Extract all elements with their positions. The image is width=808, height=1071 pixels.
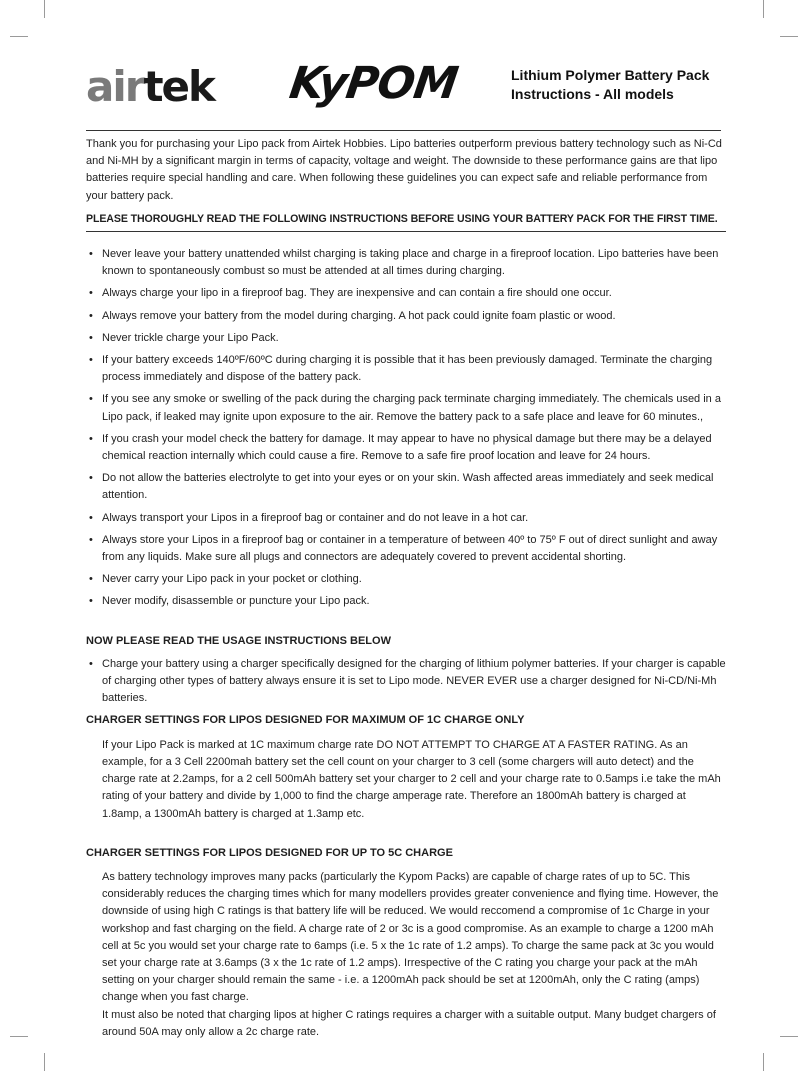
usage-list [86,656,726,708]
crop-mark [780,1036,798,1037]
section-5c-heading: CHARGER SETTINGS FOR LIPOS DESIGNED FOR UP TO 5C CHARGE [86,846,453,859]
section-1c-heading: CHARGER SETTINGS FOR LIPOS DESIGNED FOR MAXIMUM OF 1C CHARGE ONLY [86,714,525,727]
section-5c-paragraph-2: It must also be noted that charging lipos at higher C ratings requires a charger with a suitable output. Many budget chargers of around 50A may only allow a 2c charge rate. [102,1008,716,1038]
list-item: • Never trickle charge your Lipo Pack. [86,330,726,347]
list-item: • Never leave your battery unattended whilst charging is taking place and charge in a fireproof location. Lipo batteries have been known to spontaneously combust so must be attended at all times during charging. [86,246,726,280]
crop-mark [10,1036,28,1037]
list-item: • Do not allow the batteries electrolyte to get into your eyes or on your skin. Wash affected areas immediately and seek medical attention. [86,470,726,504]
list-item: • Always transport your Lipos in a fireproof bag or container and do not leave in a hot car. [86,510,726,527]
document-body [86,136,726,1041]
crop-mark [763,0,764,18]
document-title [511,66,741,104]
section-1c-paragraph: If your Lipo Pack is marked at 1C maximum charge rate DO NOT ATTEMPT TO CHARGE AT A FASTER RATING. As an example, for a 3 Cell 2200mah battery set the cell count on your charger to 3 cell (some chargers will auto detect) and the charge rate at 2.2amps, for a 2 cell 500mAh battery set your charger to 2 cell and your charge rate to 0.5amps i.e take the mAh rating of your battery and divide by 1,000 to find the charge amperage rate. Therefore an 1800mAh battery is charged at 1.8amp, a 1300mAh battery is charged at 1.3amp etc. [102,738,721,820]
crop-mark [44,1053,45,1071]
list-item: • Always charge your lipo in a fireproof bag. They are inexpensive and can contain a fire should one occur. [86,285,726,302]
kypom-logo: KyPOM [286,58,461,109]
crop-mark [763,1053,764,1071]
list-item: • If you see any smoke or swelling of the pack during the charging pack terminate charging immediately. The chemicals used in a Lipo pack, if leaked may ignite upon exposure to the air. Remove the battery pack to a safe place and leave for 60 minutes., [86,391,726,425]
list-item: • If you crash your model check the battery for damage. It may appear to have no physical damage but there may be a delayed chemical reaction internally which could cause a fire. Remove to a safe fire proof location and leave for 24 hours. [86,431,726,465]
list-item: • Never carry your Lipo pack in your pocket or clothing. [86,571,726,588]
airtek-logo: airtek [86,62,214,111]
crop-mark [44,0,45,18]
warning-banner: PLEASE THOROUGHLY READ THE FOLLOWING INSTRUCTIONS BEFORE USING YOUR BATTERY PACK FOR THE FIRST TIME. [86,211,726,232]
crop-mark [780,36,798,37]
list-item: • Charge your battery using a charger specifically designed for the charging of lithium polymer batteries. If your charger is capable of charging other types of battery always ensure it is set to Lipo mode. NEVER EVER use a charger designed for Ni-CD/Ni-Mh batteries. [86,656,726,708]
list-item: • Always remove your battery from the model during charging. A hot pack could ignite foam plastic or wood. [86,308,726,325]
section-1c-body [86,737,726,823]
list-item: • Always store your Lipos in a fireproof bag or container in a temperature of between 40º to 75º F out of direct sunlight and away from any liquids. Make sure all plugs and connectors are adequately covered to prevent accidental shorting. [86,532,726,566]
section-5c-paragraph-1: As battery technology improves many packs (particularly the Kypom Packs) are capable of charge rates of up to 5C. This considerably reduces the charging times which for many modellers provides greater convenience and flying time. However, the downside of using high C ratings is that battery life will be reduced. We would reccomend a compromise of 1c Charge in your workshop and fast charging on the field. A charge rate of 2 or 3c is a good compromise. As an example to charge a 1200 mAh cell at 5c you would set your charge rate to 6amps (i.e. 5 x the 1c rate of 1.2 amps). To charge the same pack at 3c you would set your charge rate at 3.6amps (3 x the 1c rate of 1.2 amps). Irrespective of the C rating you charge your pack at the mAh setting on your charger should remain the same - i.e. a 1200mAh pack should be set at 1200mAh, only the C rating (amps) change when you fast charge. [102,870,719,1004]
safety-rules-list [86,246,726,611]
title-line-2: Instructions - All models [511,86,674,102]
crop-mark [10,36,28,37]
title-line-1: Lithium Polymer Battery Pack [511,67,710,83]
section-5c-body [86,869,726,1041]
intro-paragraph: Thank you for purchasing your Lipo pack from Airtek Hobbies. Lipo batteries outperform previous battery technology such as Ni-Cd and Ni-MH by a significant margin in terms of capacity, voltage and weight. The downside to these performance gains are that lipo batteries require special handling and care. When following these guidelines you can expect safe and reliable performance from your battery pack. [86,138,722,202]
list-item: • If your battery exceeds 140ºF/60ºC during charging it is possible that it has been previously damaged. Terminate the charging process immediately and dispose of the battery pack. [86,352,726,386]
list-item: • Never modify, disassemble or puncture your Lipo pack. [86,593,726,610]
usage-heading: NOW PLEASE READ THE USAGE INSTRUCTIONS BELOW [86,634,391,647]
header-divider [86,130,721,131]
